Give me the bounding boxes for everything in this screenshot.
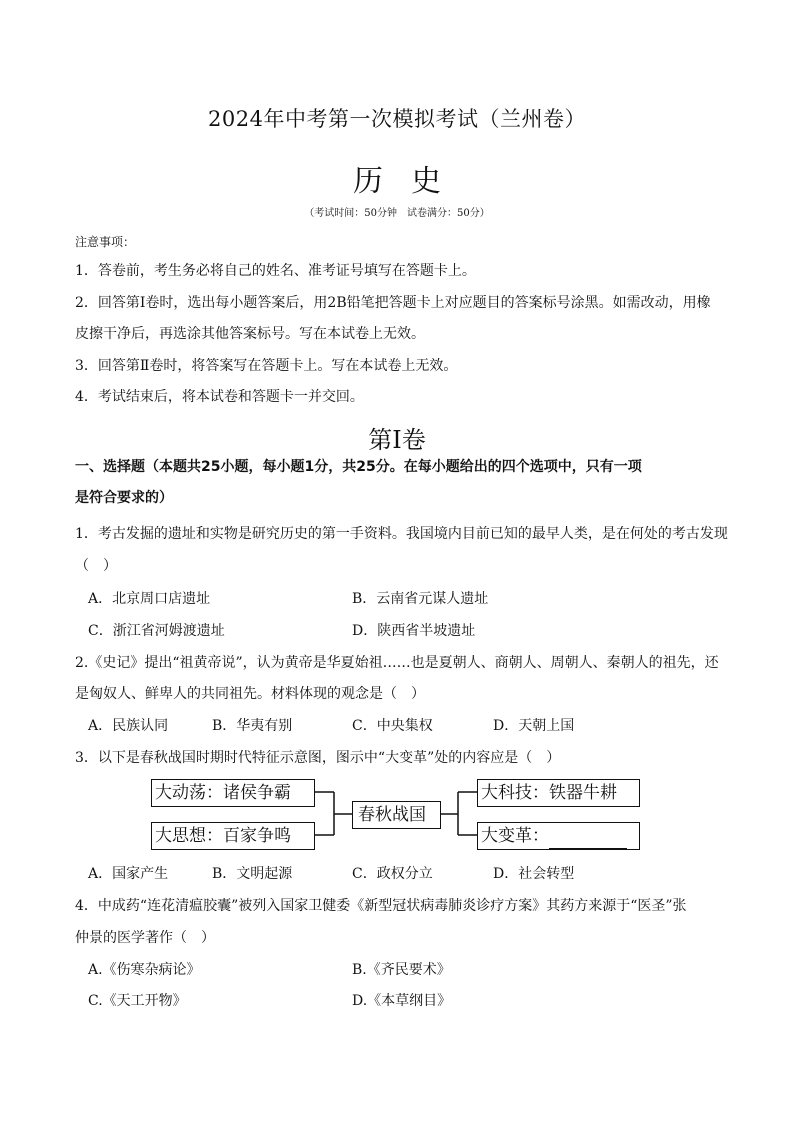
- section-instruction-cont: 是符合要求的）: [75, 490, 173, 506]
- question-2-cont: 是匈奴人、鲜卑人的共同祖先。材料体现的观念是（ ）: [75, 686, 425, 702]
- question-3: 3．以下是春秋战国时期时代特征示意图，图示中“大变革”处的内容应是（ ）: [75, 750, 561, 766]
- q4-option-c[interactable]: C.《天工开物》: [88, 993, 187, 1009]
- notice-item-3: 3．回答第Ⅱ卷时，将答案写在答题卡上。写在本试卷上无效。: [75, 358, 458, 374]
- diagram-box-reform-label: 大变革：: [481, 826, 549, 846]
- q4-option-d[interactable]: D.《本草纲目》: [352, 993, 452, 1009]
- notice-item-4: 4．考试结束后，将本试卷和答题卡一并交回。: [75, 389, 364, 405]
- diagram-box-reform: [477, 822, 640, 850]
- volume-title: 第Ⅰ卷: [368, 426, 426, 454]
- diagram-box-technology: 大科技：铁器牛耕: [477, 779, 640, 807]
- q2-option-d[interactable]: D．天朝上国: [493, 718, 575, 734]
- diagram-box-center: 春秋战国: [352, 801, 441, 829]
- notice-item-1: 1．答卷前，考生务必将自己的姓名、准考证号填写在答题卡上。: [75, 263, 476, 279]
- q1-option-a[interactable]: A．北京周口店遗址: [88, 591, 211, 607]
- exam-info: （考试时间：50分钟 试卷满分：50分）: [304, 208, 490, 219]
- q1-option-c[interactable]: C．浙江省河姆渡遗址: [88, 623, 225, 639]
- notice-heading: 注意事项：: [75, 235, 136, 249]
- q2-option-a[interactable]: A．民族认同: [88, 718, 169, 734]
- q3-option-d[interactable]: D．社会转型: [493, 866, 575, 882]
- question-2: 2.《史记》提出“祖黄帝说”，认为黄帝是华夏始祖……也是夏朝人、商朝人、周朝人、秦朝人的祖先，还: [75, 655, 719, 671]
- question-4: 4．中成药“连花清瘟胶囊”被列入国家卫健委《新型冠状病毒肺炎诊疗方案》其药方来源于“医圣”张: [75, 898, 687, 914]
- q3-option-b[interactable]: B．文明起源: [212, 866, 293, 882]
- q3-option-a[interactable]: A．国家产生: [88, 866, 169, 882]
- q1-option-d[interactable]: D．陕西省半坡遗址: [352, 623, 476, 639]
- diagram-box-thought: 大思想：百家争鸣: [151, 822, 315, 850]
- q4-option-b[interactable]: B.《齐民要术》: [352, 962, 451, 978]
- subject-title: 历史: [353, 164, 469, 199]
- question-1-cont: （ ）: [75, 558, 117, 574]
- diagram-box-turmoil: 大动荡：诸侯争霸: [151, 779, 315, 807]
- section-instruction: 一、选择题（本题共25小题，每小题1分，共25分。在每小题给出的四个选项中，只有一项: [75, 459, 642, 475]
- q2-option-b[interactable]: B．华夷有别: [212, 718, 293, 734]
- answer-blank: [549, 830, 627, 849]
- question-4-cont: 仲景的医学著作（ ）: [75, 930, 215, 946]
- notice-item-2: 2．回答第Ⅰ卷时，选出每小题答案后，用2B铅笔把答题卡上对应题目的答案标号涂黑。如需改动，用橡: [75, 295, 711, 311]
- question-1: 1．考古发掘的遗址和实物是研究历史的第一手资料。我国境内目前已知的最早人类，是在何处的考古发现: [75, 526, 728, 542]
- q2-option-c[interactable]: C．中央集权: [352, 718, 433, 734]
- q4-option-a[interactable]: A.《伤寒杂病论》: [88, 962, 201, 978]
- q3-option-c[interactable]: C．政权分立: [352, 866, 433, 882]
- exam-title: 2024年中考第一次模拟考试（兰州卷）: [208, 107, 586, 131]
- q1-option-b[interactable]: B．云南省元谋人遗址: [352, 591, 489, 607]
- notice-item-2-cont: 皮擦干净后，再选涂其他答案标号。写在本试卷上无效。: [75, 326, 425, 342]
